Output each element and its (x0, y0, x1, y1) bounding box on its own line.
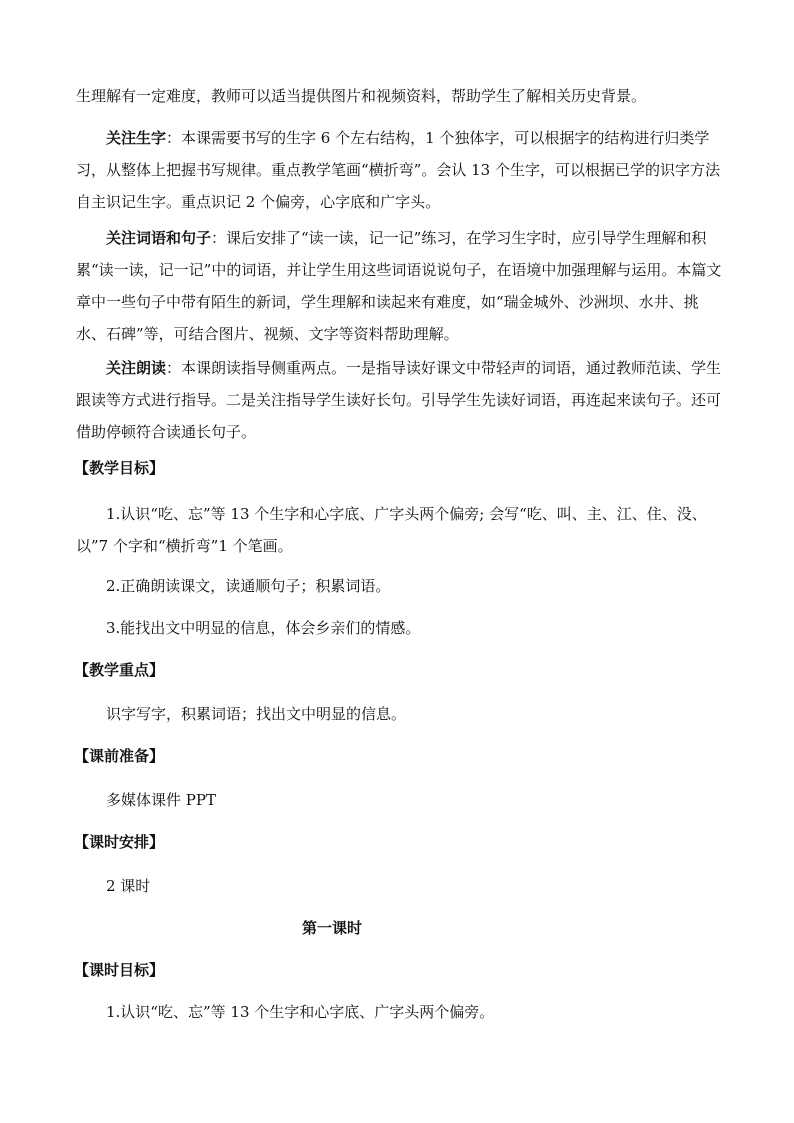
heading-schedule: 【课时安排】 (74, 833, 165, 851)
lesson-goal-item-1: 1.认识“吃、忘”等 13 个生字和心字底、广字头两个偏旁。 (106, 1003, 495, 1021)
goal-item-1: 1.认识“吃、忘”等 13 个生字和心字底、广字头两个偏旁; 会写“吃、叫、主、江、住、没、以”7 个字和“横折弯”1 个笔画。 (76, 505, 707, 555)
heading-teaching-goals: 【教学目标】 (74, 459, 165, 477)
schedule-text: 2 课时 (106, 877, 151, 895)
goal-item-3: 3.能找出文中明显的信息，体会乡亲们的情感。 (106, 619, 421, 637)
paragraph-words-sentences (76, 222, 728, 350)
label-new-characters: 关注生字 (106, 129, 167, 147)
label-words-sentences: 关注词语和句子 (106, 229, 212, 247)
text-new-characters: ：本课需要书写的生字 6 个左右结构，1 个独体字，可以根据字的结构进行归类学习，从整体上把握书写规律。重点教学笔画“横折弯”。会认 13 个生字，可以根据已学的识字方法自主识记生字。重点识记 2 个偏旁，心字底和广字头。 (76, 129, 720, 211)
heading-teaching-focus: 【教学重点】 (74, 661, 165, 679)
paragraph-new-characters (76, 122, 728, 218)
text-words-sentences: ：课后安排了“读一读，记一记”练习，在学习生字时，应引导学生理解和积累“读一读，记一记”中的词语，并让学生用这些词语说说句子，在语境中加强理解与运用。本篇文章中一些句子中带有陌生的新词，学生理解和读起来有难度，如“瑞金城外、沙洲坝、水井、挑水、石碑”等，可结合图片、视频、文字等资料帮助理解。 (76, 229, 722, 343)
heading-preparation: 【课前准备】 (74, 747, 165, 765)
text-reading-aloud: ：本课朗读指导侧重两点。一是指导读好课文中带轻声的词语，通过教师范读、学生跟读等方式进行指导。二是关注指导学生读好长句。引导学生先读好词语，再连起来读句子。还可借助停顿符合读通长句子。 (76, 359, 722, 441)
preparation-text: 多媒体课件 PPT (106, 791, 216, 809)
teaching-focus-text: 识字写字，积累词语；找出文中明显的信息。 (106, 705, 407, 723)
label-reading-aloud: 关注朗读 (106, 359, 167, 377)
paragraph-reading-aloud (76, 352, 728, 448)
lesson-title: 第一课时 (301, 919, 362, 937)
goal-item-2: 2.正确朗读课文，读通顺句子；积累词语。 (106, 577, 391, 595)
heading-lesson-goals: 【课时目标】 (74, 961, 165, 979)
paragraph-intro-continuation: 生理解有一定难度，教师可以适当提供图片和视频资料，帮助学生了解相关历史背景。 (76, 87, 647, 105)
